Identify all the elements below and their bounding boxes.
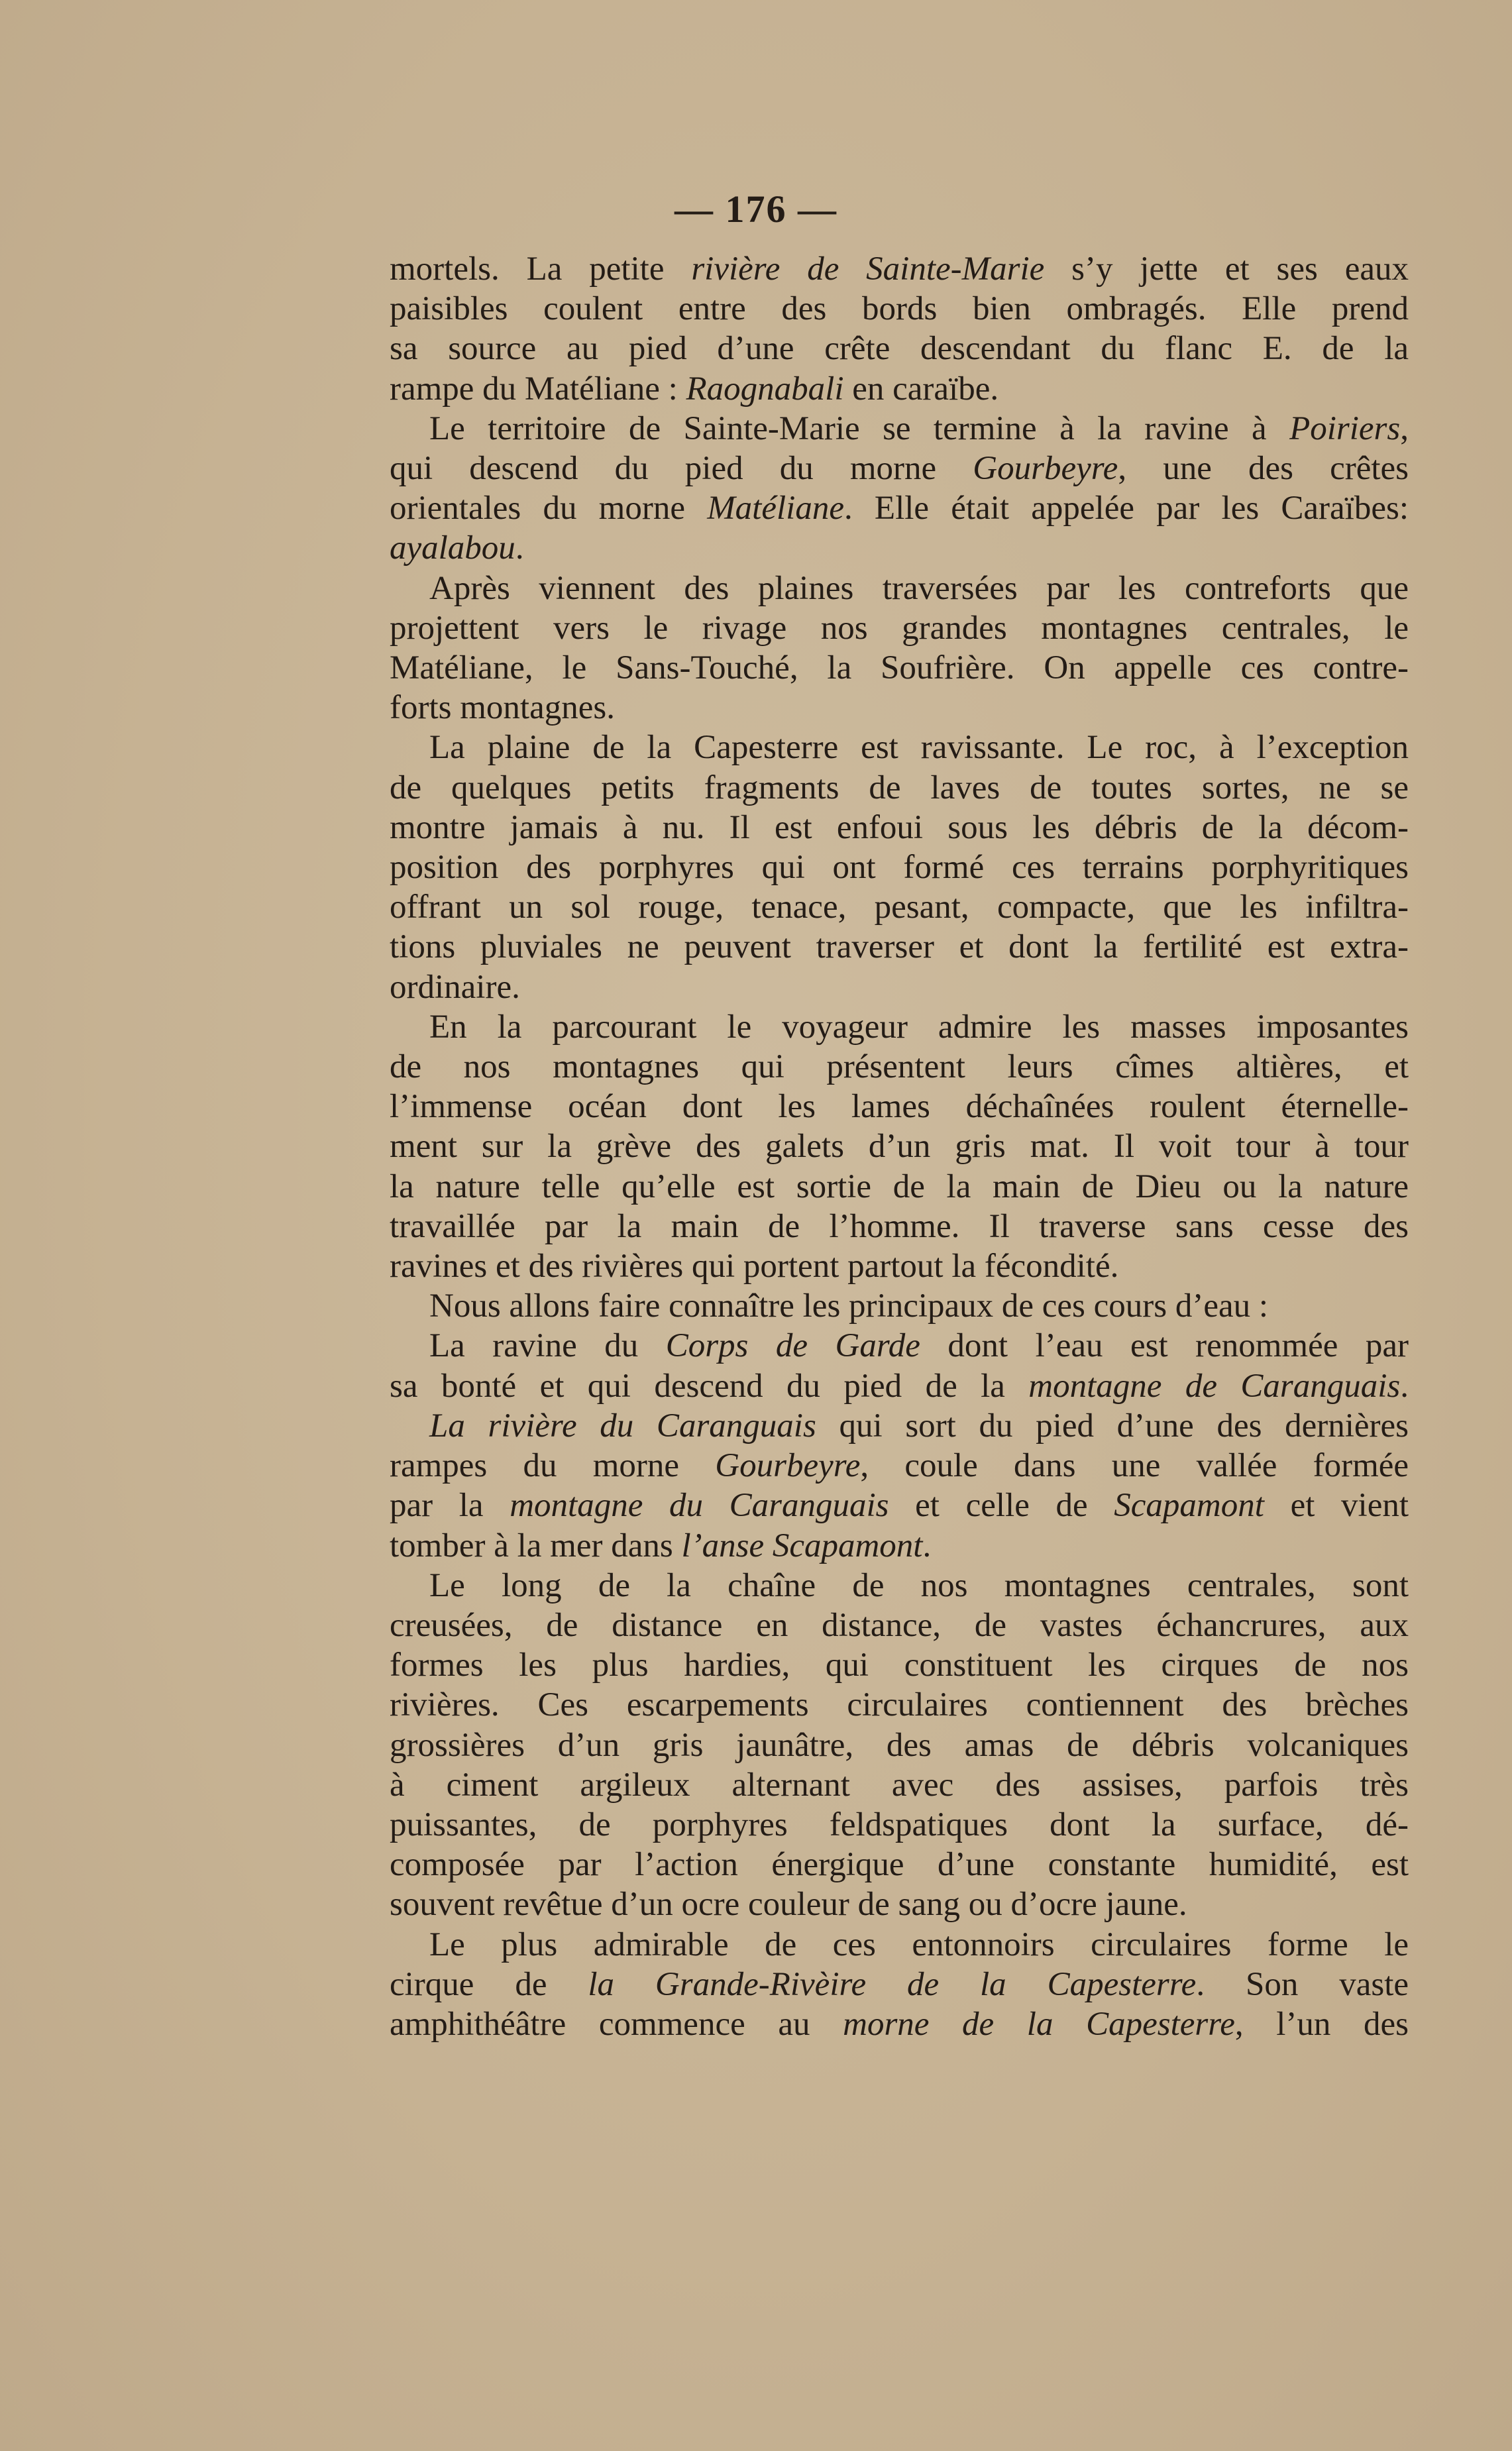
- text-line: montre jamais à nu. Il est enfoui sous les débris de la décom-: [390, 808, 1409, 846]
- italic-term: montagne du Caranguais: [510, 1487, 889, 1525]
- text-line: ravines et des rivières qui portent partout la fécondité.: [390, 1248, 1119, 1285]
- text-lines: [390, 249, 1409, 2044]
- text-line: La plaine de la Capesterre est ravissante. Le roc, à l’exception: [429, 729, 1409, 767]
- text-line: Matéliane, le Sans-Touché, la Soufrière. On appelle ces contre-: [390, 649, 1409, 687]
- italic-term: La rivière du Caranguais: [429, 1407, 816, 1444]
- italic-term: Corps de Garde: [665, 1327, 920, 1365]
- text-line: ment sur la grève des galets d’un gris mat. Il voit tour à tour: [390, 1128, 1409, 1166]
- text-line: Le territoire de Sainte-Marie se termine à la ravine à Poiriers,: [429, 409, 1409, 447]
- text-line: puissantes, de porphyres feldspatiques dont la surface, dé-: [390, 1806, 1409, 1843]
- italic-term: ayalabou: [390, 529, 515, 567]
- text-line: Le long de la chaîne de nos montagnes centrales, sont: [429, 1566, 1409, 1604]
- text-line: tions pluviales ne peuvent traverser et dont la fertilité est extra-: [390, 928, 1409, 966]
- text-line: à ciment argileux alternant avec des assises, parfois très: [390, 1766, 1409, 1804]
- text-line: ayalabou.: [390, 529, 524, 567]
- text-line: offrant un sol rouge, tenace, pesant, compacte, que les infiltra-: [390, 889, 1409, 926]
- text-line: Le plus admirable de ces entonnoirs circulaires forme le: [429, 1926, 1409, 1963]
- italic-term: montagne de Caranguais: [1028, 1367, 1401, 1405]
- text-line: creusées, de distance en distance, de vastes échancrures, aux: [390, 1606, 1409, 1644]
- text-line: l’immense océan dont les lames déchaînées roulent éternelle-: [390, 1088, 1409, 1126]
- italic-term: morne de la Capesterre: [843, 2005, 1235, 2043]
- text-line: La ravine du Corps de Garde dont l’eau est renommée par: [429, 1327, 1409, 1365]
- text-line: La rivière du Caranguais qui sort du pied d’une des dernières: [429, 1407, 1409, 1444]
- text-line: orientales du morne Matéliane. Elle était appelée par les Caraïbes:: [390, 490, 1409, 527]
- italic-term: rivière de Sainte-Marie: [691, 250, 1045, 288]
- text-line: rivières. Ces escarpements circulaires contiennent des brèches: [390, 1686, 1409, 1724]
- italic-term: Gourbeyre: [715, 1447, 861, 1485]
- italic-term: la Grande-Rivèire de la Capesterre: [588, 1965, 1197, 2003]
- text-line: rampes du morne Gourbeyre, coule dans une vallée formée: [390, 1447, 1409, 1485]
- text-line: amphithéâtre commence au morne de la Capesterre, l’un des: [390, 2005, 1409, 2043]
- text-line: par la montagne du Caranguais et celle de Scapamont et vient: [390, 1487, 1409, 1525]
- italic-term: Gourbeyre: [973, 450, 1118, 488]
- italic-term: Raognabali: [686, 370, 844, 408]
- text-line: composée par l’action énergique d’une constante humidité, est: [390, 1846, 1409, 1884]
- text-line: sa source au pied d’une crête descendant du flanc E. de la: [390, 330, 1409, 368]
- text-line: souvent revêtue d’un ocre couleur de sang ou d’ocre jaune.: [390, 1886, 1187, 1924]
- text-line: formes les plus hardies, qui constituent les cirques de nos: [390, 1647, 1409, 1684]
- text-line: travaillée par la main de l’homme. Il traverse sans cesse des: [390, 1207, 1409, 1245]
- text-line: projettent vers le rivage nos grandes montagnes centrales, le: [390, 609, 1409, 647]
- text-line: forts montagnes.: [390, 689, 615, 727]
- text-line: ordinaire.: [390, 968, 520, 1006]
- text-line: tomber à la mer dans l’anse Scapamont.: [390, 1527, 932, 1564]
- text-line: Après viennent des plaines traversées par les contreforts que: [429, 569, 1409, 607]
- text-line: Nous allons faire connaître les principaux de ces cours d’eau :: [429, 1287, 1269, 1325]
- text-line: sa bonté et qui descend du pied de la montagne de Caranguais.: [390, 1367, 1409, 1405]
- text-line: cirque de la Grande-Rivèire de la Capesterre. Son vaste: [390, 1965, 1409, 2003]
- text-line: de quelques petits fragments de laves de toutes sortes, ne se: [390, 769, 1409, 806]
- text-line: paisibles coulent entre des bords bien ombragés. Elle prend: [390, 290, 1409, 328]
- page-number: — 176 —: [675, 188, 837, 231]
- body-text: [390, 249, 1409, 2044]
- text-line: mortels. La petite rivière de Sainte-Marie s’y jette et ses eaux: [390, 250, 1409, 288]
- text-line: qui descend du pied du morne Gourbeyre, une des crêtes: [390, 450, 1409, 488]
- text-line: En la parcourant le voyageur admire les masses imposantes: [429, 1008, 1409, 1046]
- text-line: grossières d’un gris jaunâtre, des amas de débris volcaniques: [390, 1726, 1409, 1764]
- italic-term: Scapamont: [1114, 1487, 1264, 1525]
- text-line: position des porphyres qui ont formé ces terrains porphyritiques: [390, 849, 1409, 887]
- text-line: la nature telle qu’elle est sortie de la main de Dieu ou la nature: [390, 1168, 1409, 1205]
- italic-term: Matéliane: [707, 490, 844, 527]
- italic-term: l’anse Scapamont: [681, 1527, 923, 1564]
- italic-term: Poiriers: [1289, 409, 1401, 447]
- text-line: rampe du Matéliane : Raognabali en caraïbe.: [390, 370, 999, 408]
- text-line: de nos montagnes qui présentent leurs cîmes altières, et: [390, 1048, 1409, 1086]
